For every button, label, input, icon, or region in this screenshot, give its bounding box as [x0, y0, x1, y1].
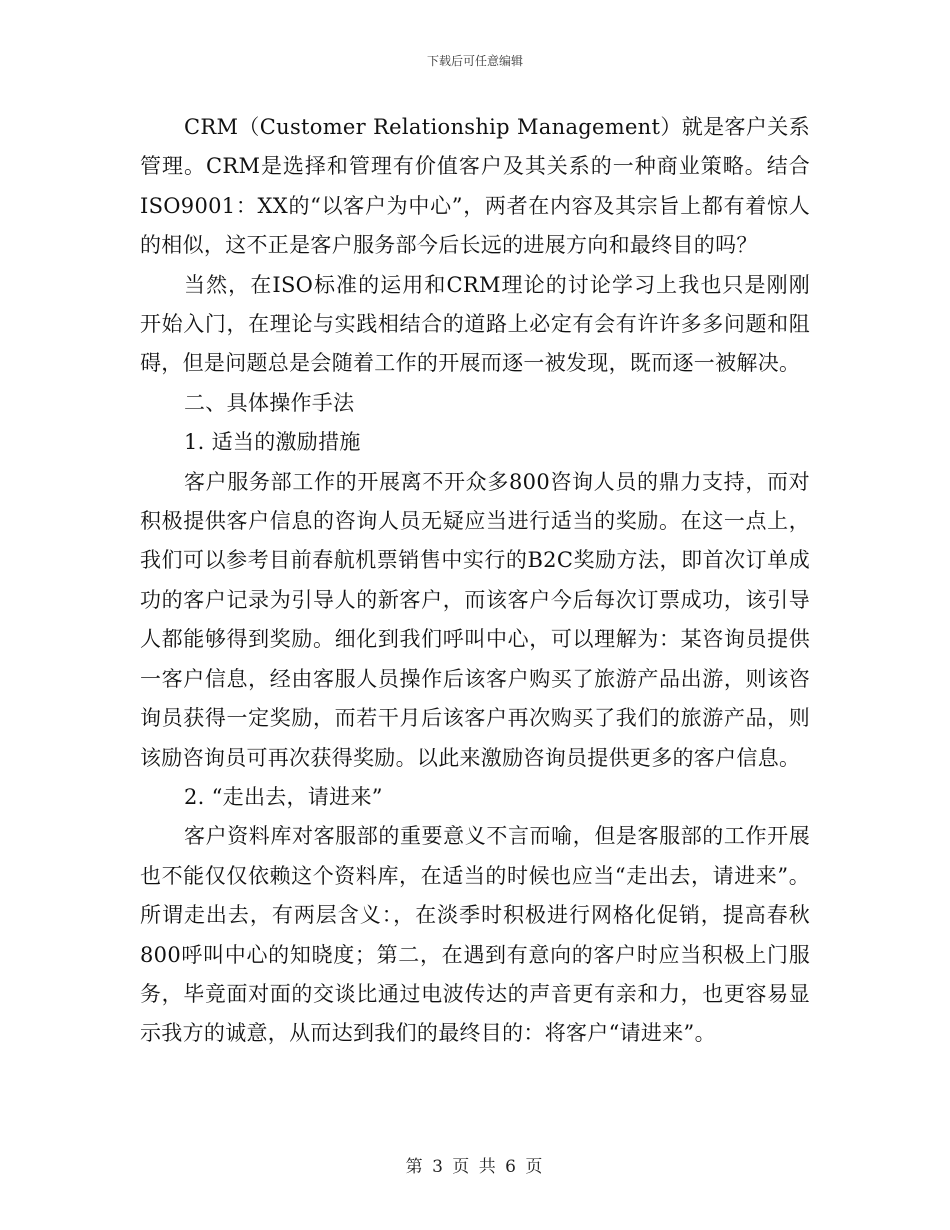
paragraph-crm-definition: CRM（Customer Relationship Management）就是客户关系管理。CRM是选择和管理有价值客户及其关系的一种商业策略。结合ISO9001：XX的“以客户为中心”，两者在内容及其宗旨上都有着惊人的相似，这不正是客户服务部今后长远的进展方向和最终目的吗？ [140, 115, 810, 258]
subheading-incentives: 1. 适当的激励措施 [184, 430, 361, 455]
page-number-footer: 第 3 页 共 6 页 [405, 1157, 545, 1177]
subheading-go-out-bring-in: 2. “走出去，请进来” [184, 784, 383, 809]
section-heading-operations: 二、具体操作手法 [184, 390, 355, 415]
page-header: 下载后可任意编辑 [426, 54, 523, 68]
paragraph-go-out-bring-in: 客户资料库对客服部的重要意义不言而喻，但是客服部的工作开展也不能仅仅依赖这个资料库，在适当的时候也应当“走出去，请进来”。所谓走出去，有两层含义：，在淡季时积极进行网格化促销，提高春秋800呼叫中心的知晓度；第二，在遇到有意向的客户时应当积极上门服务，毕竟面对面的交谈比通过电波传达的声音更有亲和力，也更容易显示我方的诚意，从而达到我们的最终目的：将客户“请进来”。 [140, 824, 810, 1046]
paragraph-iso-crm-learning: 当然，在ISO标准的运用和CRM理论的讨论学习上我也只是刚刚开始入门，在理论与实践相结合的道路上必定有会有许许多多问题和阻碍，但是问题总是会随着工作的开展而逐一被发现，既而逐一被解决。 [140, 272, 810, 376]
paragraph-incentives: 客户服务部工作的开展离不开众多800咨询人员的鼎力支持，而对积极提供客户信息的咨询人员无疑应当进行适当的奖励。在这一点上，我们可以参考目前春航机票销售中实行的B2C奖励方法，即首次订单成功的客户记录为引导人的新客户，而该客户今后每次订票成功，该引导人都能够得到奖励。细化到我们呼叫中心，可以理解为：某咨询员提供一客户信息，经由客服人员操作后该客户购买了旅游产品出游，则该咨询员获得一定奖励，而若干月后该客户再次购买了我们的旅游产品，则该励咨询员可再次获得奖励。以此来激励咨询员提供更多的客户信息。 [140, 469, 810, 770]
document-body [140, 108, 810, 1054]
